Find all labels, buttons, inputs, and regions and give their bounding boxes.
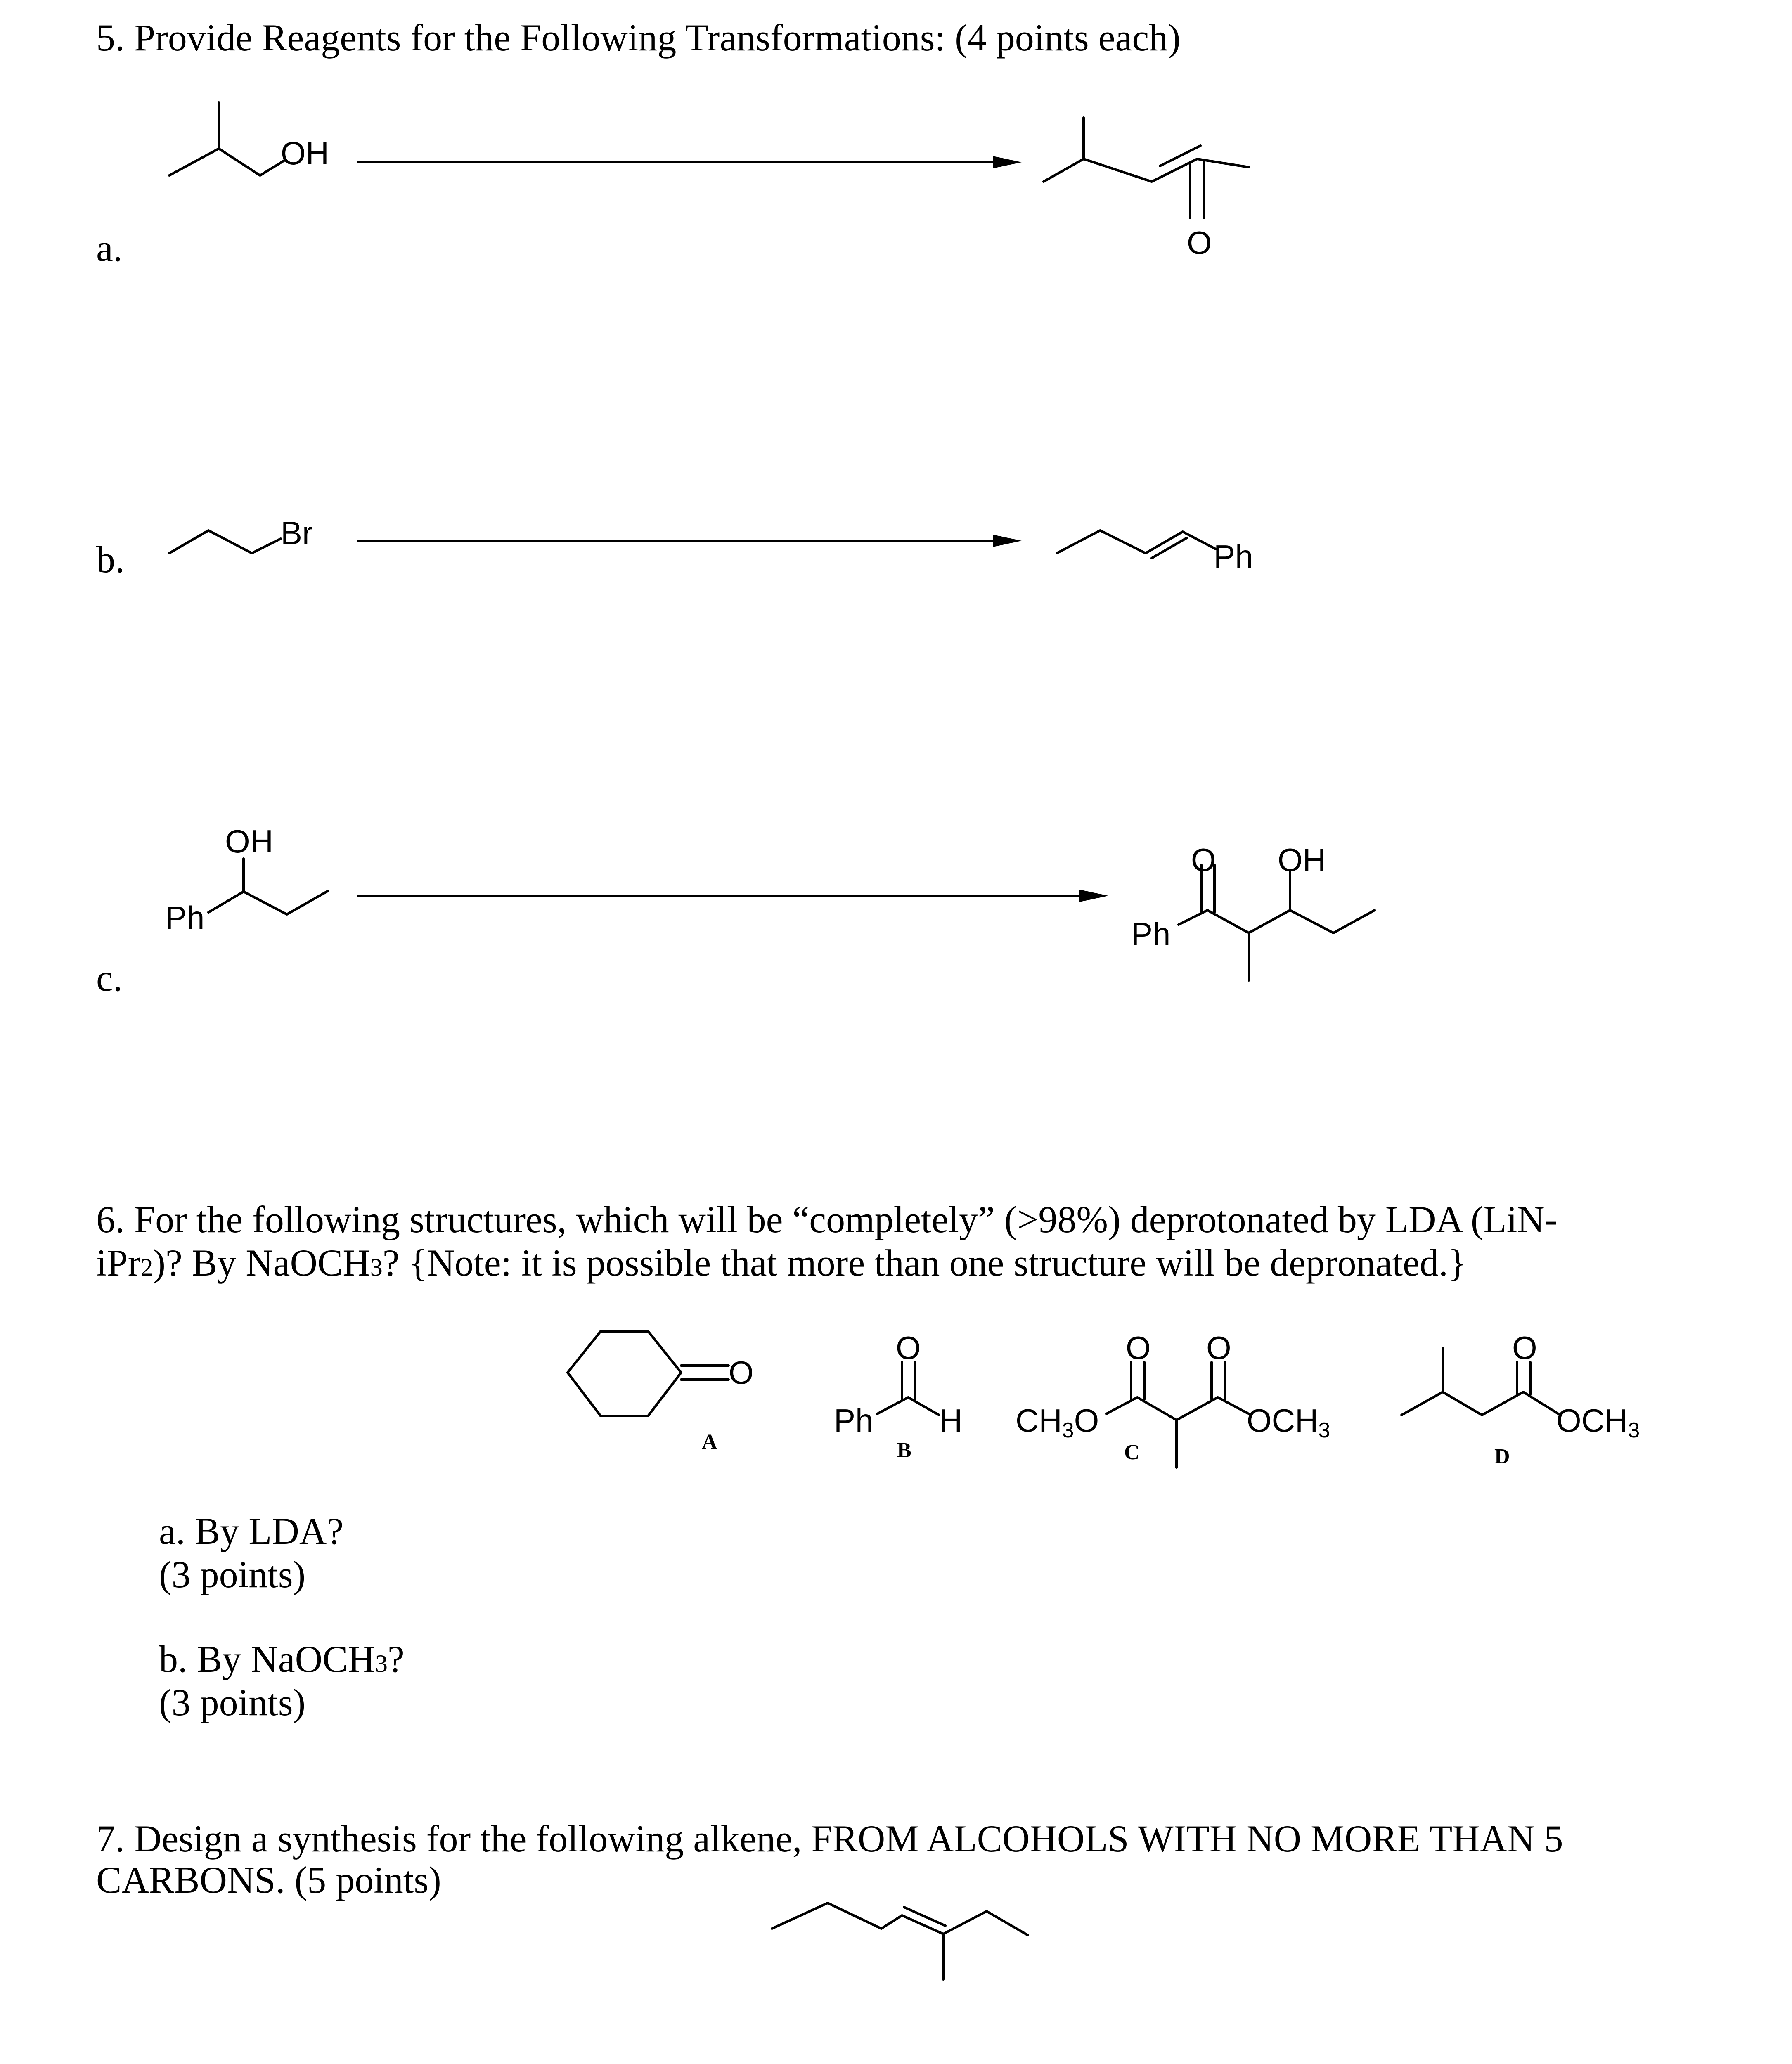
q7-target-alkene <box>772 1903 1028 1979</box>
q5c-label: c. <box>96 957 123 999</box>
q6a-line2: (3 points) <box>159 1553 306 1595</box>
q5b-ph-atom: Ph <box>1214 538 1253 575</box>
q5a-label: a. <box>96 227 123 269</box>
q5c-ph-atom: Ph <box>165 899 205 936</box>
q6b-line2: (3 points) <box>159 1681 306 1723</box>
structure-b-ph-atom: Ph <box>834 1402 874 1439</box>
q5b-reactant-bromopropane <box>169 515 313 553</box>
q5c-prod-oh-atom: OH <box>1278 842 1326 878</box>
structure-a-cyclohexanone <box>568 1331 754 1454</box>
structure-b-o-atom: O <box>896 1330 921 1366</box>
q5a-o-atom: O <box>1187 225 1212 261</box>
structure-d-ester <box>1401 1330 1640 1468</box>
q5c-oh-atom: OH <box>225 823 273 859</box>
q5c-reactant-alcohol <box>165 823 328 936</box>
q7-line1: 7. Design a synthesis for the following alkene, FROM ALCOHOLS WITH NO MORE THAN 5 <box>96 1818 1563 1860</box>
q6-line2: iPr2)? By NaOCH3? {Note: it is possible that more than one structure will be depronated.} <box>96 1242 1467 1284</box>
q5-title: 5. Provide Reagents for the Following Transformations: (4 points each) <box>96 17 1181 59</box>
structure-c-label: C <box>1124 1441 1140 1464</box>
q5b-br-atom: Br <box>281 515 313 551</box>
q7-line2: CARBONS. (5 points) <box>96 1859 441 1901</box>
structure-b-h-atom: H <box>939 1402 963 1439</box>
q6b-line1: b. By NaOCH3? <box>159 1638 405 1680</box>
structure-c-right-group: OCH3 <box>1247 1402 1330 1442</box>
structure-c-o2-atom: O <box>1206 1330 1231 1366</box>
structure-d-o-atom: O <box>1512 1330 1537 1366</box>
structure-c-left-group: CH3O <box>1016 1402 1099 1442</box>
structure-a-label: A <box>702 1430 717 1454</box>
q5c-prod-o-atom: O <box>1191 842 1216 878</box>
q5a-product-enone <box>1044 118 1249 261</box>
q5a-arrow <box>357 156 1022 168</box>
structure-b-benzaldehyde <box>834 1330 962 1462</box>
q5a-oh-atom: OH <box>281 135 329 171</box>
structure-a-o-atom: O <box>729 1354 754 1391</box>
q5b-label: b. <box>96 538 125 580</box>
q5a-reactant-isobutanol <box>169 102 329 175</box>
structure-c-diester <box>1016 1330 1330 1468</box>
structure-d-right-group: OCH3 <box>1556 1402 1640 1442</box>
q6-line1: 6. For the following structures, which will be “completely” (>98%) deprotonated by LDA (LiN- <box>96 1198 1558 1240</box>
q5c-prod-ph-atom: Ph <box>1131 916 1171 952</box>
q5c-arrow <box>357 890 1108 902</box>
structure-d-label: D <box>1494 1445 1510 1468</box>
q6a-line1: a. By LDA? <box>159 1510 344 1552</box>
q5c-product-aldol <box>1131 842 1375 980</box>
q5b-arrow <box>357 535 1022 547</box>
structure-c-o1-atom: O <box>1126 1330 1151 1366</box>
q5b-product-alkene <box>1057 530 1253 575</box>
structure-b-label: B <box>897 1439 911 1462</box>
